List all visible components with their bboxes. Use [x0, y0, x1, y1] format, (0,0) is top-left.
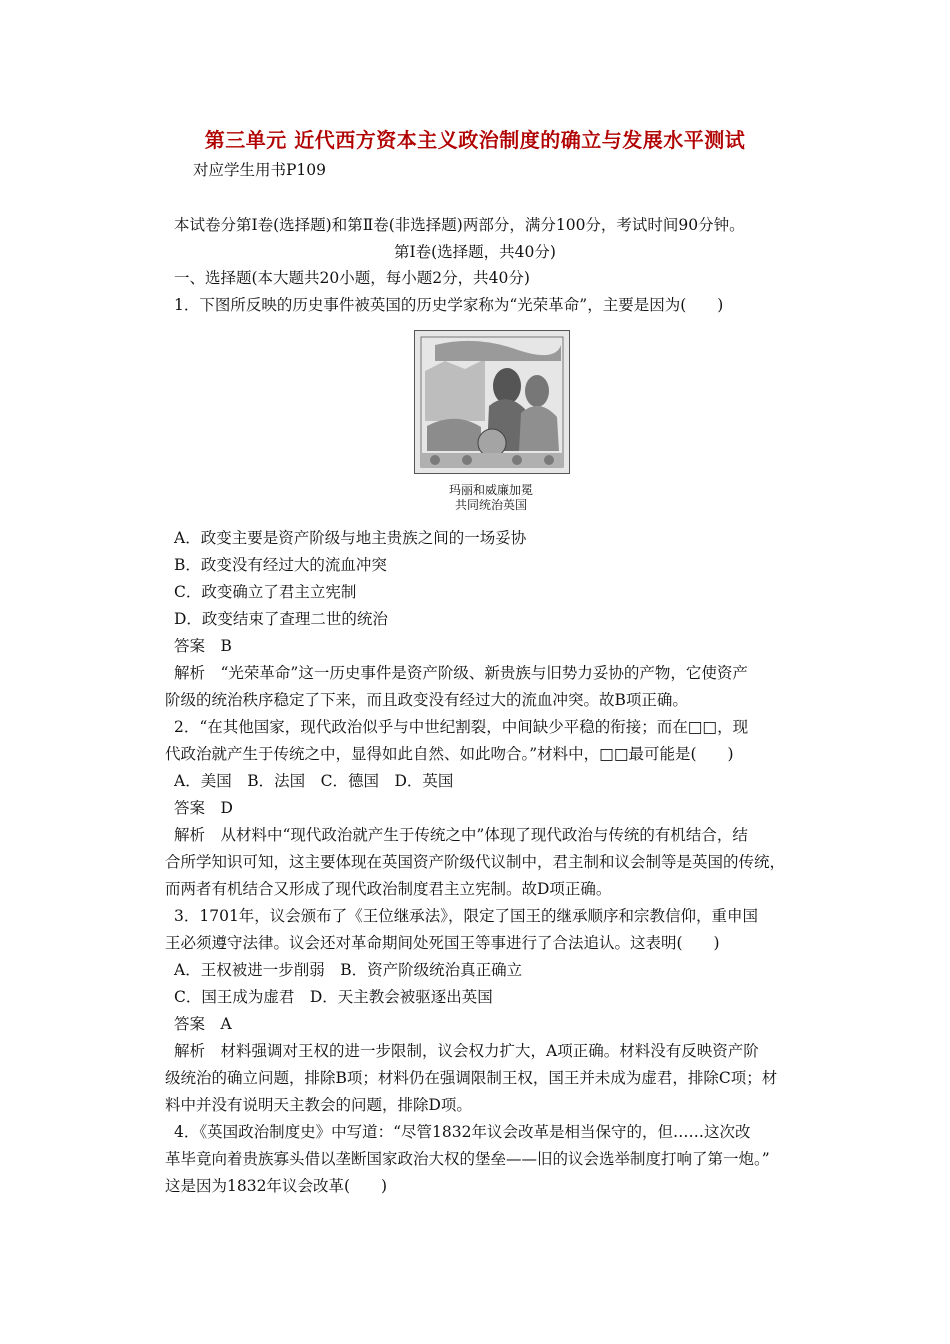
q1-option-b: B．政变没有经过大的流血冲突 — [174, 556, 387, 574]
part1-heading: 第Ⅰ卷(选择题，共40分) — [394, 243, 556, 261]
q2-analysis-line2: 合所学知识可知，这主要体现在英国资产阶级代议制中，君主制和议会制等是英国的传统， — [165, 853, 786, 871]
textbook-reference: 对应学生用书P109 — [193, 161, 327, 179]
figure-caption-line1: 玛丽和威廉加冕 — [448, 483, 533, 497]
figure-caption-line2: 共同统治英国 — [454, 498, 527, 512]
q1-option-a: A．政变主要是资产阶级与地主贵族之间的一场妥协 — [174, 529, 527, 547]
section1-heading: 一、选择题(本大题共20小题，每小题2分，共40分) — [174, 269, 530, 287]
q3-analysis-line3: 料中并没有说明天主教会的问题，排除D项。 — [165, 1096, 472, 1114]
q3-stem-line1: 3．1701年，议会颁布了《王位继承法》，限定了国王的继承顺序和宗教信仰，重申国 — [174, 907, 759, 925]
q4-stem-line3: 这是因为1832年议会改革( ) — [165, 1177, 388, 1195]
q4-stem-line2: 革毕竟向着贵族寡头借以垄断国家政治大权的堡垒——旧的议会选举制度打响了第一炮。” — [165, 1150, 770, 1168]
q1-option-c: C．政变确立了君主立宪制 — [174, 583, 357, 601]
q3-options-line1: A．王权被进一步削弱 B．资产阶级统治真正确立 — [174, 961, 523, 979]
q2-stem-line2: 代政治就产生于传统之中，显得如此自然、如此吻合。”材料中，□□最可能是( ) — [165, 745, 734, 763]
q2-analysis-line1: 解析 从材料中“现代政治就产生于传统之中”体现了现代政治与传统的有机结合，结 — [174, 826, 748, 844]
q1-answer: 答案 B — [174, 637, 232, 655]
q3-analysis-line2: 级统治的确立问题，排除B项；材料仍在强调限制王权，国王并未成为虚君，排除C项；材 — [165, 1069, 778, 1087]
q3-options-line2: C．国王成为虚君 D．天主教会被驱逐出英国 — [174, 988, 493, 1006]
q1-analysis-line1: 解析 “光荣革命”这一历史事件是资产阶级、新贵族与旧势力妥协的产物，它使资产 — [174, 664, 748, 682]
q3-answer: 答案 A — [174, 1015, 232, 1033]
page-title: 第三单元 近代西方资本主义政治制度的确立与发展水平测试 — [204, 128, 746, 152]
q3-analysis-line1: 解析 材料强调对王权的进一步限制，议会权力扩大，A项正确。材料没有反映资产阶 — [174, 1042, 759, 1060]
exam-intro: 本试卷分第Ⅰ卷(选择题)和第Ⅱ卷(非选择题)两部分，满分100分，考试时间90分钟。 — [174, 216, 745, 234]
q2-analysis-line3: 而两者有机结合又形成了现代政治制度君主立宪制。故D项正确。 — [165, 880, 612, 898]
q1-option-d: D．政变结束了查理二世的统治 — [174, 610, 388, 628]
q2-answer: 答案 D — [174, 799, 233, 817]
q4-stem-line1: 4．《英国政治制度史》中写道：“尽管1832年议会改革是相当保守的，但……这次改 — [174, 1123, 751, 1141]
coronation-engraving-image — [414, 330, 570, 474]
q2-options: A．美国 B．法国 C．德国 D．英国 — [174, 772, 454, 790]
q1-analysis-line2: 阶级的统治秩序稳定了下来，而且政变没有经过大的流血冲突。故B项正确。 — [165, 691, 688, 709]
q2-stem-line1: 2．“在其他国家，现代政治似乎与中世纪割裂，中间缺少平稳的衔接；而在□□，现 — [174, 718, 749, 736]
q3-stem-line2: 王必须遵守法律。议会还对革命期间处死国王等事进行了合法追认。这表明( ) — [165, 934, 720, 952]
q1-stem: 1．下图所反映的历史事件被英国的历史学家称为“光荣革命”，主要是因为( ) — [174, 296, 724, 314]
